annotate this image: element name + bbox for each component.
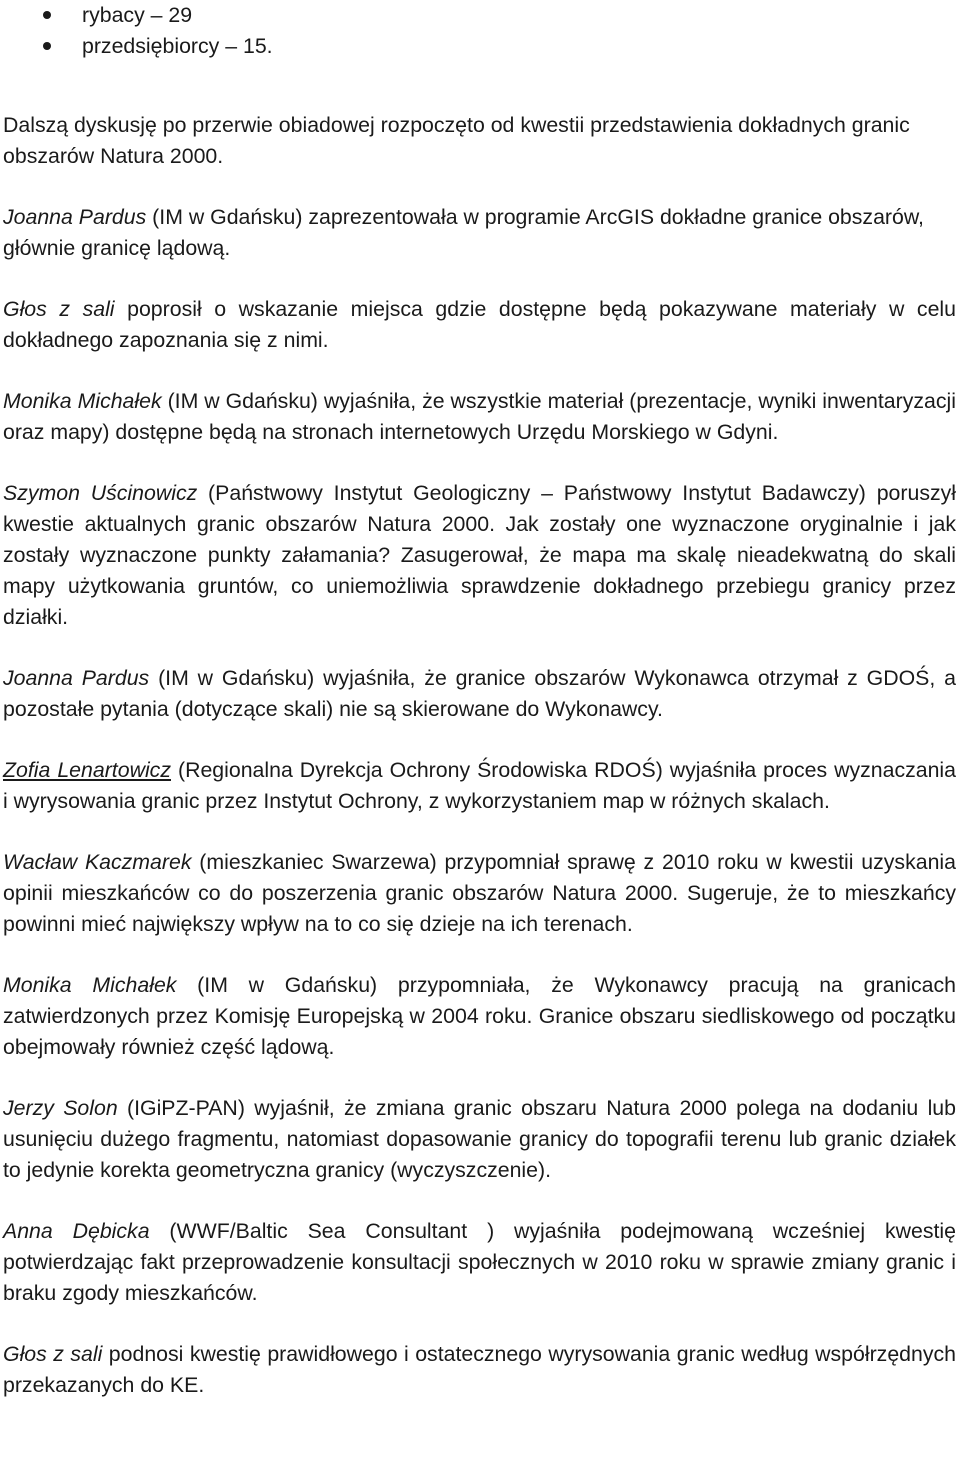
speaker-name: Joanna Pardus	[3, 666, 150, 690]
paragraph	[3, 663, 956, 725]
paragraph	[3, 386, 956, 448]
speaker-name: Monika Michałek	[3, 389, 162, 413]
speaker-name: Monika Michałek	[3, 973, 177, 997]
paragraph	[3, 755, 956, 817]
speaker-name: Jerzy Solon	[3, 1096, 118, 1120]
paragraph-text: (IM w Gdańsku) wyjaśniła, że wszystkie materiał (prezentacje, wyniki inwentaryzacji oraz mapy) dostępne będą na stronach internetowych Urzędu Morskiego w Gdyni.	[3, 389, 956, 444]
paragraph-text: (WWF/Baltic Sea Consultant ) wyjaśniła podejmowaną wcześniej kwestię potwierdzając fakt przeprowadzenie konsultacji społecznych w 2010 roku w sprawie zmiany granic i braku zgody mieszkańców.	[3, 1219, 956, 1305]
paragraph	[3, 202, 956, 264]
speaker-name: Głos z sali	[3, 1342, 103, 1366]
paragraph-text: (IGiPZ-PAN) wyjaśnił, że zmiana granic obszaru Natura 2000 polega na dodaniu lub usunięciu dużego fragmentu, natomiast dopasowanie granicy do topografii terenu lub granic działek to jedynie korekta geometryczna granicy (wyczyszczenie).	[3, 1096, 956, 1182]
list-item-text: przedsiębiorcy – 15.	[82, 34, 273, 58]
paragraph-text: (IM w Gdańsku) wyjaśniła, że granice obszarów Wykonawca otrzymał z GDOŚ, a pozostałe pytania (dotyczące skali) nie są skierowane do Wykonawcy.	[3, 666, 957, 721]
list-item	[3, 31, 956, 62]
paragraph	[3, 1339, 956, 1401]
paragraph	[3, 1093, 956, 1186]
paragraph	[3, 970, 956, 1063]
speaker-name: Wacław Kaczmarek	[3, 850, 192, 874]
paragraph-text: (IM w Gdańsku) zaprezentowała w programie ArcGIS dokładne granice obszarów, głównie granicę lądową.	[3, 205, 924, 260]
paragraph-text: (Państwowy Instytut Geologiczny – Państwowy Instytut Badawczy) poruszył kwestie aktualnych granic obszarów Natura 2000. Jak zostały one wyznaczone oryginalnie i jak zostały wyznaczone punkty załamania? Zasugerował, że mapa ma skalę nieadekwatną do skali mapy użytkowania gruntów, co uniemożliwia sprawdzenie dokładnego przebiegu granicy przez działki.	[3, 481, 957, 629]
paragraph-text: (mieszkaniec Swarzewa) przypomniał sprawę z 2010 roku w kwestii uzyskania opinii mieszkańców co do poszerzenia granic obszarów Natura 2000. Sugeruje, że to mieszkańcy powinni mieć największy wpływ na to co się dzieje na ich terenach.	[3, 850, 956, 936]
stakeholder-list	[3, 0, 956, 62]
speaker-name: Zofia Lenartowicz	[3, 758, 171, 782]
paragraph	[3, 294, 956, 356]
list-item	[3, 0, 956, 31]
speaker-name: Anna Dębicka	[3, 1219, 150, 1243]
list-item-text: rybacy – 29	[82, 3, 193, 27]
speaker-name: Joanna Pardus	[3, 205, 147, 229]
bullet-icon	[43, 42, 51, 50]
paragraph-text: (Regionalna Dyrekcja Ochrony Środowiska RDOŚ) wyjaśniła proces wyznaczania i wyrysowania granic przez Instytut Ochrony, z wykorzystaniem map w różnych skalach.	[3, 758, 957, 813]
paragraph-text: poprosił o wskazanie miejsca gdzie dostępne będą pokazywane materiały w celu dokładnego zapoznania się z nimi.	[3, 297, 956, 352]
bullet-icon	[43, 11, 51, 19]
speaker-name: Głos z sali	[3, 297, 115, 321]
paragraph-text: (IM w Gdańsku) przypomniała, że Wykonawcy pracują na granicach zatwierdzonych przez Komisję Europejską w 2004 roku. Granice obszaru siedliskowego od początku obejmowały również część lądową.	[3, 973, 956, 1059]
paragraph	[3, 110, 956, 172]
paragraph-text: podnosi kwestię prawidłowego i ostatecznego wyrysowania granic według współrzędnych przekazanych do KE.	[3, 1342, 957, 1397]
speaker-name: Szymon Uścinowicz	[3, 481, 198, 505]
paragraph-text: Dalszą dyskusję po przerwie obiadowej rozpoczęto od kwestii przedstawienia dokładnych granic obszarów Natura 2000.	[3, 113, 910, 168]
paragraph	[3, 478, 956, 633]
paragraph	[3, 847, 956, 940]
paragraph	[3, 1216, 956, 1309]
